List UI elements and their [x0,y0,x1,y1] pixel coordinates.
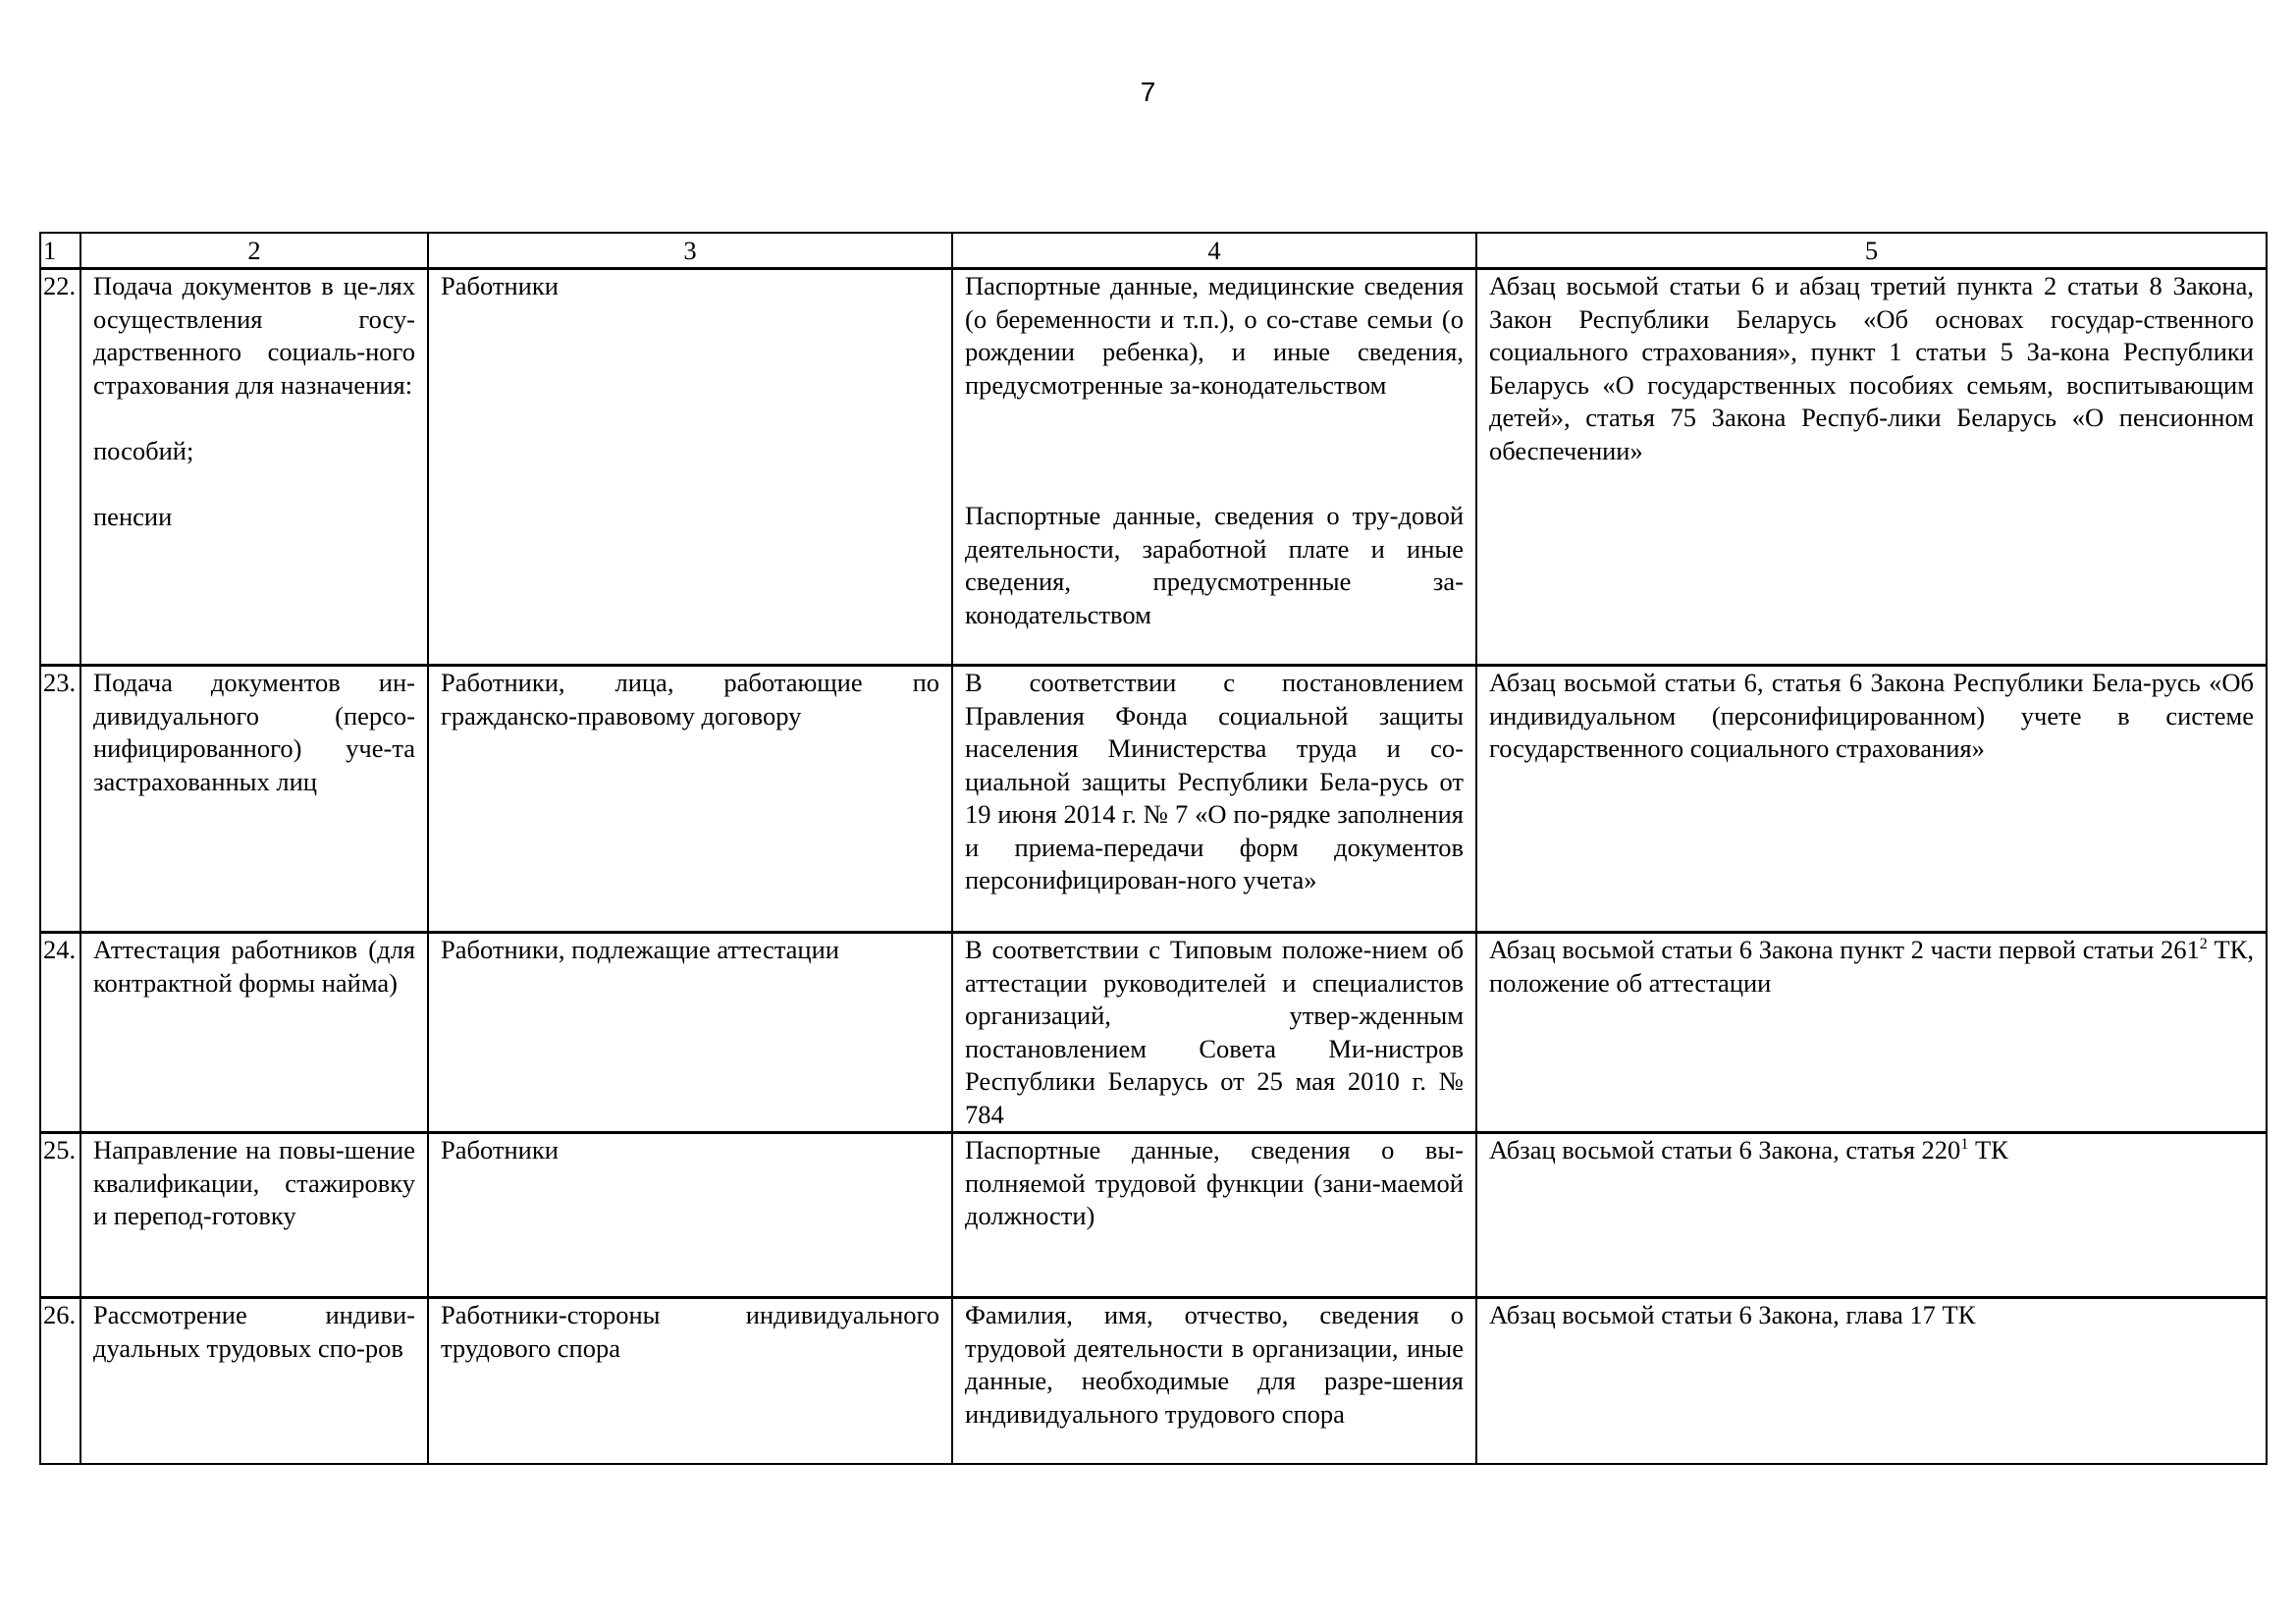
purpose-intro: Подача документов в це-лях осуществления госу-дарственного социаль-ного страхования для назначения: [93,271,415,400]
data-cell [952,269,1476,666]
column-number-4: 4 [952,233,1476,269]
purpose-item-pension: пенсии [93,501,173,531]
legal-basis-cell [1476,1133,2267,1298]
row-number: 22. [40,269,80,666]
subjects-cell: Работники-стороны индивидуального трудового спора [428,1298,952,1464]
basis-superscript: 2 [2199,936,2208,953]
page-number: 7 [1140,77,1156,107]
column-number-5: 5 [1476,233,2267,269]
data-pension: Паспортные данные, сведения о тру-довой деятельности, заработной плате и иные сведения, предусмотренные за-конодательством [965,501,1464,629]
data-benefits: Паспортные данные, медицинские сведения (о беременности и т.п.), о со-ставе семьи (о рождении ребенка), и иные сведения, предусмотренные за-конодательством [965,271,1464,400]
table-row [40,933,2267,1133]
basis-text: Абзац восьмой статьи 6 Закона пункт 2 части первой статьи 261 [1489,935,2200,964]
basis-text: Абзац восьмой статьи 6 Закона, статья 220 [1489,1135,1961,1164]
row-number: 24. [40,933,80,1133]
purpose-cell: Подача документов ин-дивидуального (персо-нифицированного) уче-та застрахованных лиц [80,666,428,933]
row-number: 25. [40,1133,80,1298]
purpose-cell: Рассмотрение индиви-дуальных трудовых спо-ров [80,1298,428,1464]
legal-basis-cell: Абзац восьмой статьи 6 и абзац третий пункта 2 статьи 8 Закона, Закон Республики Беларусь «Об основах государ-ственного социального страхования», пункт 1 статьи 5 За-кона Республики Беларусь «О государственных пособиях семьям, воспитывающим детей», статья 75 Закона Респуб-лики Беларусь «О пенсионном обеспечении» [1476,269,2267,666]
row-number: 26. [40,1298,80,1464]
subjects-cell: Работники, лица, работающие по гражданско-правовому договору [428,666,952,933]
purpose-cell [80,269,428,666]
basis-superscript: 1 [1960,1136,1969,1154]
table-row [40,666,2267,933]
subjects-cell: Работники [428,1133,952,1298]
legal-basis-cell: Абзац восьмой статьи 6 Закона, глава 17 ТК [1476,1298,2267,1464]
purpose-item-benefits: пособий; [93,435,194,465]
subjects-cell: Работники, подлежащие аттестации [428,933,952,1133]
column-number-3: 3 [428,233,952,269]
basis-text-tail: ТК, положение об аттестации [1489,935,2254,998]
subjects-cell: Работники [428,269,952,666]
table-row [40,1133,2267,1298]
data-cell: В соответствии с постановлением Правления Фонда социальной защиты населения Министерства труда и со-циальной защиты Республики Бела-русь от 19 июня 2014 г. № 7 «О по-рядке заполнения и приема-передачи форм документов персонифицирован-ного учета» [952,666,1476,933]
purpose-cell: Направление на повы-шение квалификации, стажировку и перепод-готовку [80,1133,428,1298]
data-processing-table [39,232,2268,1465]
data-cell: В соответствии с Типовым положе-нием об аттестации руководителей и специалистов организаций, утвер-жденным постановлением Совета Ми-нистров Республики Беларусь от 25 мая 2010 г. № 784 [952,933,1476,1133]
row-number: 23. [40,666,80,933]
legal-basis-cell [1476,933,2267,1133]
purpose-cell: Аттестация работников (для контрактной формы найма) [80,933,428,1133]
basis-text-tail: ТК [1968,1135,2008,1164]
table-header-row [40,233,2267,269]
column-number-1: 1 [40,233,80,269]
data-cell: Паспортные данные, сведения о вы-полняемой трудовой функции (зани-маемой должности) [952,1133,1476,1298]
data-cell: Фамилия, имя, отчество, сведения о трудовой деятельности в организации, иные данные, необходимые для разре-шения индивидуального трудового спора [952,1298,1476,1464]
column-number-2: 2 [80,233,428,269]
table-row [40,269,2267,666]
table-row [40,1298,2267,1464]
legal-basis-cell: Абзац восьмой статьи 6, статья 6 Закона Республики Бела-русь «Об индивидуальном (персонифицированном) учете в системе государственного социального страхования» [1476,666,2267,933]
